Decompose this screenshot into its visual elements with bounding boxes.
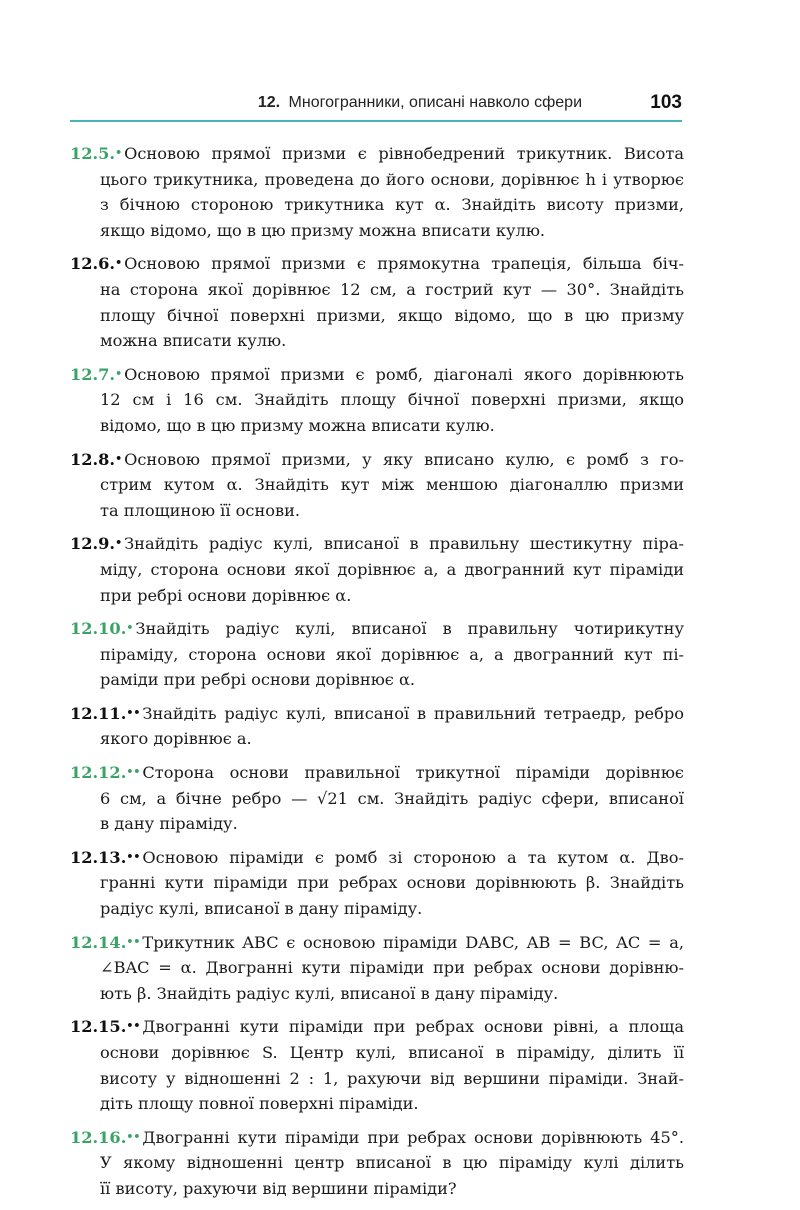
- problem-text-line: [70, 472, 684, 498]
- problem-text: діть площу повної поверхні піраміди.: [100, 1094, 419, 1114]
- problem-text: якщо відомо, що в цю призму можна вписати кулю.: [100, 220, 546, 240]
- problem-text-line: [70, 387, 684, 413]
- problem-text-line: [70, 277, 684, 303]
- difficulty-mark: ••: [126, 705, 141, 719]
- problem-text: площу бічної поверхні призми, якщо відомо, що в цю призму: [100, 305, 684, 325]
- problem-number: [70, 619, 135, 638]
- problem-text: 12 см і 16 см. Знайдіть площу бічної поверхні призми, якщо: [100, 390, 684, 410]
- problem-12-8: [70, 447, 684, 524]
- difficulty-mark: ••: [126, 934, 141, 948]
- problem-number: [70, 1017, 142, 1036]
- problem-text-line: [70, 1066, 684, 1092]
- problem-number-text: 12.6.: [70, 254, 116, 274]
- problem-number: [70, 763, 142, 782]
- problem-12-11: [70, 701, 684, 752]
- problem-number-text: 12.8.: [70, 449, 116, 469]
- problem-number-text: 12.12.: [70, 763, 127, 783]
- problem-12-15: [70, 1014, 684, 1116]
- problem-text-line: [70, 1091, 684, 1117]
- problem-12-12: [70, 760, 684, 837]
- problem-text: можна вписати кулю.: [100, 331, 287, 351]
- problem-text-line: [70, 531, 684, 557]
- problem-text: Знайдіть радіус кулі, вписаної в правильний тетраедр, ребро: [142, 703, 684, 723]
- problem-text-line: [70, 498, 684, 524]
- problem-text: 6 см, а бічне ребро — √21 см. Знайдіть радіус сфери, вписаної: [100, 788, 684, 808]
- problem-text-line: [70, 760, 684, 786]
- problem-text-line: [70, 447, 684, 473]
- problem-text: Двогранні кути піраміди при ребрах основи рівні, а площа: [142, 1017, 684, 1037]
- problem-number: [70, 365, 124, 384]
- problem-text: Сторона основи правильної трикутної піраміди дорівнює: [142, 763, 684, 783]
- problem-number: [70, 450, 124, 469]
- problem-text-line: [70, 1040, 684, 1066]
- problem-text-line: [70, 413, 684, 439]
- problem-text: гранні кути піраміди при ребрах основи дорівнюють β. Знайдіть: [100, 873, 684, 893]
- chapter-heading: [258, 94, 582, 112]
- problem-text: радіус кулі, вписаної в дану піраміду.: [100, 899, 423, 919]
- problem-number-text: 12.11.: [70, 703, 127, 723]
- problem-text-line: [70, 328, 684, 354]
- difficulty-mark: •: [115, 536, 123, 550]
- problem-12-10: [70, 616, 684, 693]
- problem-text: міду, сторона основи якої дорівнює a, а двогранний кут піраміди: [100, 559, 684, 579]
- problem-text-line: [70, 667, 684, 693]
- problem-text: Основою прямої призми, у яку вписано кулю, є ромб з го-: [124, 449, 684, 469]
- problem-number-text: 12.16.: [70, 1127, 127, 1147]
- problem-text-line: [70, 642, 684, 668]
- problem-text: піраміду, сторона основи якої дорівнює a, а двогранний кут пі-: [100, 644, 684, 664]
- problem-text: в дану піраміду.: [100, 814, 238, 834]
- difficulty-mark: •: [126, 621, 134, 635]
- problem-text-line: [70, 218, 684, 244]
- difficulty-mark: ••: [126, 1019, 141, 1033]
- problem-12-9: [70, 531, 684, 608]
- problem-text: ють β. Знайдіть радіус кулі, вписаної в дану піраміду.: [100, 983, 559, 1003]
- problem-text-line: [70, 981, 684, 1007]
- difficulty-mark: ••: [126, 1129, 141, 1143]
- problem-text-line: [70, 362, 684, 388]
- problem-number-text: 12.9.: [70, 534, 116, 554]
- problem-text: з бічною стороною трикутника кут α. Знайдіть висоту призми,: [100, 195, 684, 215]
- problem-text: якого дорівнює a.: [100, 729, 252, 749]
- difficulty-mark: ••: [126, 765, 141, 779]
- problem-text-line: [70, 1125, 684, 1151]
- difficulty-mark: ••: [126, 849, 141, 863]
- problem-text-line: [70, 192, 684, 218]
- problem-number-text: 12.14.: [70, 932, 127, 952]
- problem-text: Основою піраміди є ромб зі стороною a та кутом α. Дво-: [142, 847, 684, 867]
- page-number: 103: [650, 92, 682, 113]
- problem-number-text: 12.13.: [70, 847, 127, 867]
- problem-text-line: [70, 557, 684, 583]
- problem-text-line: [70, 896, 684, 922]
- problem-text-line: [70, 955, 684, 981]
- problem-number: [70, 144, 124, 163]
- problem-text: її висоту, рахуючи від вершини піраміди?: [100, 1178, 457, 1198]
- problem-number: [70, 254, 124, 273]
- problem-number: [70, 848, 142, 867]
- problem-text: цього трикутника, проведена до його основи, дорівнює h і утворює: [100, 169, 684, 189]
- chapter-number: 12.: [257, 94, 281, 111]
- problem-text: Знайдіть радіус кулі, вписаної в правильну чотирикутну: [135, 619, 684, 639]
- problem-text: та площиною її основи.: [100, 500, 301, 520]
- chapter-title: Многогранники, описані навколо сфери: [288, 94, 582, 111]
- difficulty-mark: •: [115, 256, 123, 270]
- problem-number-text: 12.15.: [70, 1017, 127, 1037]
- problem-text: Знайдіть радіус кулі, вписаної в правильну шестикутну піра-: [124, 534, 684, 554]
- problem-number: [70, 704, 142, 723]
- problem-text-line: [70, 251, 684, 277]
- problem-text: ∠BAC = α. Двогранні кути піраміди при ребрах основи дорівню-: [100, 958, 684, 978]
- problem-text-line: [70, 167, 684, 193]
- problem-12-13: [70, 845, 684, 922]
- problem-text: на сторона якої дорівнює 12 см, а гострий кут — 30°. Знайдіть: [100, 279, 684, 299]
- problem-text-line: [70, 811, 684, 837]
- problem-text-line: [70, 583, 684, 609]
- problem-text: Основою прямої призми є ромб, діагоналі якого дорівнюють: [124, 364, 684, 384]
- problem-text-line: [70, 1150, 684, 1176]
- problem-text: раміди при ребрі основи дорівнює α.: [100, 670, 416, 690]
- problem-text-line: [70, 726, 684, 752]
- problem-text-line: [70, 845, 684, 871]
- problem-number: [70, 933, 142, 952]
- difficulty-mark: •: [115, 451, 123, 465]
- problem-text: Трикутник ABC є основою піраміди DABC, AB = BC, AC = a,: [142, 932, 684, 952]
- problem-number-text: 12.10.: [70, 619, 127, 639]
- problem-12-7: [70, 362, 684, 439]
- problem-text-line: [70, 786, 684, 812]
- problem-number: [70, 1128, 142, 1147]
- problem-text: Основою прямої призми є прямокутна трапеція, більша біч-: [124, 254, 684, 274]
- difficulty-mark: •: [115, 366, 123, 380]
- problem-text: Основою прямої призми є рівнобедрений трикутник. Висота: [124, 144, 684, 163]
- problem-text: відомо, що в цю призму можна вписати кулю.: [100, 415, 495, 435]
- problem-text: основи дорівнює S. Центр кулі, вписаної в піраміду, ділить її: [100, 1043, 684, 1062]
- problem-number-text: 12.5.: [70, 144, 116, 163]
- problem-12-6: [70, 251, 684, 353]
- problem-text-line: [70, 930, 684, 956]
- problem-text: У якому відношенні центр вписаної в цю піраміду кулі ділить: [100, 1153, 684, 1173]
- problem-text-line: [70, 141, 684, 167]
- problem-text-line: [70, 303, 684, 329]
- problem-12-16: [70, 1125, 684, 1202]
- problem-text-line: [70, 701, 684, 727]
- problem-text-line: [70, 1176, 684, 1202]
- problem-text-line: [70, 1014, 684, 1040]
- problem-text: висоту у відношенні 2 : 1, рахуючи від вершини піраміди. Знай-: [100, 1068, 684, 1088]
- problem-list: [70, 141, 684, 1210]
- problem-text: Двогранні кути піраміди при ребрах основи дорівнюють 45°.: [142, 1127, 684, 1147]
- problem-number-text: 12.7.: [70, 364, 116, 384]
- problem-text-line: [70, 870, 684, 896]
- problem-12-5: [70, 141, 684, 243]
- problem-number: [70, 534, 124, 553]
- difficulty-mark: •: [115, 146, 123, 159]
- problem-12-14: [70, 930, 684, 1007]
- problem-text: при ребрі основи дорівнює α.: [100, 585, 352, 605]
- running-header: [70, 92, 682, 122]
- problem-text-line: [70, 616, 684, 642]
- problem-text: стрим кутом α. Знайдіть кут між меншою діагоналлю призми: [100, 475, 684, 495]
